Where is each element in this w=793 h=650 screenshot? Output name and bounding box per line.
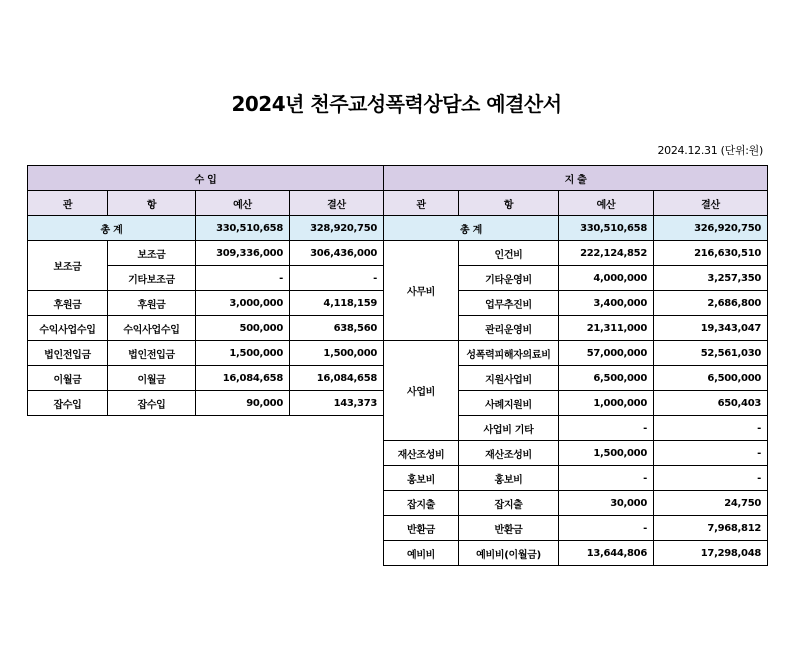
total-settlement: 326,920,750 bbox=[654, 216, 768, 241]
budget-cell: 57,000,000 bbox=[559, 341, 654, 366]
settlement-cell: - bbox=[290, 266, 384, 291]
col-header-budget: 예산 bbox=[196, 191, 290, 216]
budget-cell: 1,500,000 bbox=[196, 341, 290, 366]
gwan-cell: 법인전입금 bbox=[28, 341, 108, 366]
total-budget: 330,510,658 bbox=[559, 216, 654, 241]
col-header-settlement: 결산 bbox=[290, 191, 384, 216]
hang-cell: 반환금 bbox=[459, 516, 559, 541]
total-label: 총 계 bbox=[384, 216, 559, 241]
expense-column-headers bbox=[384, 191, 768, 216]
hang-cell: 예비비(이월금) bbox=[459, 541, 559, 566]
col-header-hang: 항 bbox=[108, 191, 196, 216]
hang-cell: 기타보조금 bbox=[108, 266, 196, 291]
settlement-cell: 3,257,350 bbox=[654, 266, 768, 291]
gwan-cell: 예비비 bbox=[384, 541, 459, 566]
budget-cell: - bbox=[559, 416, 654, 441]
budget-cell: - bbox=[559, 466, 654, 491]
settlement-cell: 6,500,000 bbox=[654, 366, 768, 391]
budget-cell: 309,336,000 bbox=[196, 241, 290, 266]
hang-cell: 업무추진비 bbox=[459, 291, 559, 316]
table-row bbox=[384, 516, 768, 541]
table-row bbox=[384, 466, 768, 491]
hang-cell: 지원사업비 bbox=[459, 366, 559, 391]
settlement-cell: 4,118,159 bbox=[290, 291, 384, 316]
hang-cell: 법인전입금 bbox=[108, 341, 196, 366]
budget-cell: 6,500,000 bbox=[559, 366, 654, 391]
budget-cell: 30,000 bbox=[559, 491, 654, 516]
settlement-cell: 2,686,800 bbox=[654, 291, 768, 316]
budget-cell: 90,000 bbox=[196, 391, 290, 416]
income-column-headers bbox=[28, 191, 384, 216]
table-row bbox=[28, 366, 384, 391]
table-row bbox=[384, 441, 768, 466]
table-row bbox=[28, 341, 384, 366]
table-row bbox=[28, 316, 384, 341]
hang-cell: 수익사업수입 bbox=[108, 316, 196, 341]
settlement-cell: 52,561,030 bbox=[654, 341, 768, 366]
hang-cell: 사업비 기타 bbox=[459, 416, 559, 441]
settlement-cell: - bbox=[654, 416, 768, 441]
budget-cell: 13,644,806 bbox=[559, 541, 654, 566]
budget-cell: 16,084,658 bbox=[196, 366, 290, 391]
hang-cell: 이월금 bbox=[108, 366, 196, 391]
hang-cell: 후원금 bbox=[108, 291, 196, 316]
expense-total-row bbox=[384, 216, 768, 241]
hang-cell: 잡지출 bbox=[459, 491, 559, 516]
gwan-cell: 보조금 bbox=[28, 241, 108, 291]
hang-cell: 관리운영비 bbox=[459, 316, 559, 341]
budget-cell: 1,000,000 bbox=[559, 391, 654, 416]
table-row bbox=[28, 391, 384, 416]
budget-cell: 21,311,000 bbox=[559, 316, 654, 341]
total-settlement: 328,920,750 bbox=[290, 216, 384, 241]
budget-cell: - bbox=[196, 266, 290, 291]
total-label: 총 계 bbox=[28, 216, 196, 241]
income-total-row bbox=[28, 216, 384, 241]
budget-cell: 222,124,852 bbox=[559, 241, 654, 266]
settlement-cell: 16,084,658 bbox=[290, 366, 384, 391]
table-row bbox=[28, 241, 384, 266]
settlement-cell: 17,298,048 bbox=[654, 541, 768, 566]
budget-cell: 500,000 bbox=[196, 316, 290, 341]
hang-cell: 사례지원비 bbox=[459, 391, 559, 416]
col-header-gwan: 관 bbox=[384, 191, 459, 216]
expense-section-header bbox=[384, 166, 768, 191]
gwan-cell: 재산조성비 bbox=[384, 441, 459, 466]
hang-cell: 성폭력피해자의료비 bbox=[459, 341, 559, 366]
total-budget: 330,510,658 bbox=[196, 216, 290, 241]
gwan-cell: 홍보비 bbox=[384, 466, 459, 491]
table-row bbox=[384, 491, 768, 516]
date-unit-label: 2024.12.31 (단위:원) bbox=[657, 144, 763, 157]
table-row bbox=[28, 291, 384, 316]
hang-cell: 인건비 bbox=[459, 241, 559, 266]
settlement-cell: 638,560 bbox=[290, 316, 384, 341]
settlement-cell: - bbox=[654, 466, 768, 491]
hang-cell: 잡수입 bbox=[108, 391, 196, 416]
budget-cell: 3,400,000 bbox=[559, 291, 654, 316]
settlement-cell: 19,343,047 bbox=[654, 316, 768, 341]
income-section-header bbox=[28, 166, 384, 191]
gwan-cell: 수익사업수입 bbox=[28, 316, 108, 341]
expense-table bbox=[383, 165, 768, 566]
budget-cell: 1,500,000 bbox=[559, 441, 654, 466]
settlement-cell: 1,500,000 bbox=[290, 341, 384, 366]
settlement-cell: - bbox=[654, 441, 768, 466]
settlement-cell: 7,968,812 bbox=[654, 516, 768, 541]
table-row bbox=[384, 541, 768, 566]
income-table bbox=[27, 165, 384, 416]
gwan-cell: 사무비 bbox=[384, 241, 459, 341]
settlement-cell: 143,373 bbox=[290, 391, 384, 416]
gwan-cell: 잡수입 bbox=[28, 391, 108, 416]
gwan-cell: 이월금 bbox=[28, 366, 108, 391]
table-row bbox=[384, 341, 768, 366]
settlement-cell: 306,436,000 bbox=[290, 241, 384, 266]
gwan-cell: 잡지출 bbox=[384, 491, 459, 516]
hang-cell: 재산조성비 bbox=[459, 441, 559, 466]
table-row bbox=[384, 241, 768, 266]
gwan-cell: 후원금 bbox=[28, 291, 108, 316]
gwan-cell: 사업비 bbox=[384, 341, 459, 441]
settlement-cell: 216,630,510 bbox=[654, 241, 768, 266]
budget-cell: - bbox=[559, 516, 654, 541]
col-header-settlement: 결산 bbox=[654, 191, 768, 216]
hang-cell: 보조금 bbox=[108, 241, 196, 266]
hang-cell: 기타운영비 bbox=[459, 266, 559, 291]
page-title: 2024년 천주교성폭력상담소 예결산서 bbox=[231, 92, 562, 116]
budget-cell: 4,000,000 bbox=[559, 266, 654, 291]
settlement-cell: 650,403 bbox=[654, 391, 768, 416]
income-section-label: 수 입 bbox=[28, 166, 384, 191]
col-header-gwan: 관 bbox=[28, 191, 108, 216]
settlement-cell: 24,750 bbox=[654, 491, 768, 516]
hang-cell: 홍보비 bbox=[459, 466, 559, 491]
col-header-budget: 예산 bbox=[559, 191, 654, 216]
col-header-hang: 항 bbox=[459, 191, 559, 216]
expense-section-label: 지 출 bbox=[384, 166, 768, 191]
gwan-cell: 반환금 bbox=[384, 516, 459, 541]
budget-cell: 3,000,000 bbox=[196, 291, 290, 316]
